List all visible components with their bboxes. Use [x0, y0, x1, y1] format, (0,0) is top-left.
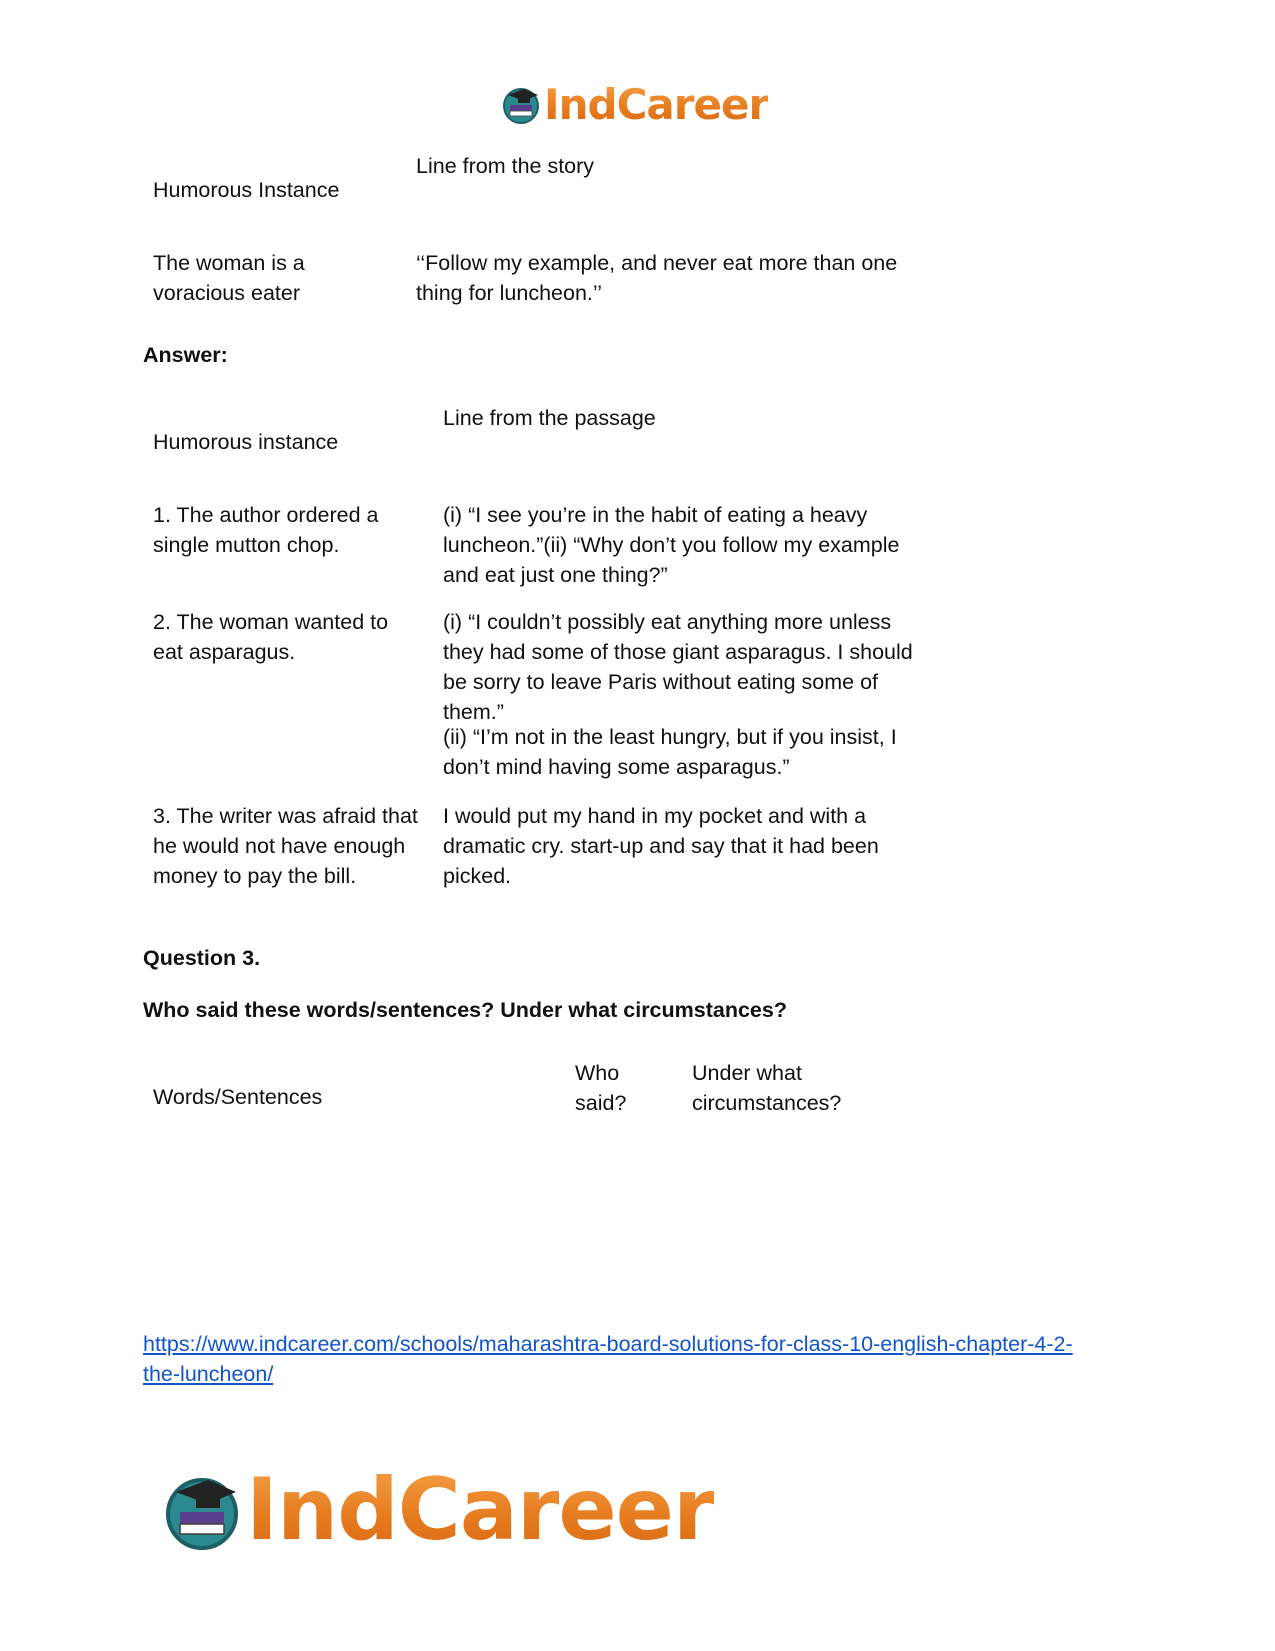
table3-header-words: Words/Sentences [153, 1085, 323, 1109]
header-logo [500, 80, 768, 128]
question-text: Who said these words/sentences? Under what circumstances? [143, 998, 787, 1022]
table2-header-line: Line from the passage [443, 406, 656, 430]
table2-row1-line: (i) “I see you’re in the habit of eating a heavy luncheon.”(ii) “Why don’t you follow my example and eat just one thing?” [443, 503, 900, 587]
table2-row3-line: I would put my hand in my pocket and with a dramatic cry. start-up and say that it had been picked. [443, 804, 879, 888]
source-link[interactable]: https://www.indcareer.com/schools/maharashtra-board-solutions-for-class-10-english-chapter-4-2-the-luncheon/ [143, 1332, 1073, 1386]
table2-row2-line-i: (i) “I couldn’t possibly eat anything more unless they had some of those giant asparagus. I should be sorry to leave Paris without eating some of them.” [443, 610, 913, 724]
table2-row1-instance: 1. The author ordered a single mutton chop. [153, 503, 379, 557]
brand-wordmark: IndCareer [544, 79, 769, 129]
answer-label: Answer: [143, 343, 228, 367]
table2-row2-line-ii: (ii) “I’m not in the least hungry, but if you insist, I don’t mind having some asparagus.” [443, 725, 897, 779]
table2-row3-instance: 3. The writer was afraid that he would not have enough money to pay the bill. [153, 804, 418, 888]
table1-header-instance: Humorous Instance [153, 178, 340, 202]
table2-row2-instance: 2. The woman wanted to eat asparagus. [153, 610, 389, 664]
question-number: Question 3. [143, 946, 261, 970]
table2-header-instance: Humorous instance [153, 430, 339, 454]
brand-wordmark: IndCareer [246, 1460, 715, 1560]
footer-logo [160, 1460, 714, 1560]
globe-graduation-icon [160, 1468, 244, 1552]
table3-header-who: Who said? [575, 1061, 627, 1115]
table1-row-line: ‘‘Follow my example, and never eat more than one thing for luncheon.’’ [416, 251, 898, 305]
globe-graduation-icon [500, 83, 542, 125]
table1-header-line: Line from the story [416, 154, 595, 178]
table3-header-circumstances: Under what circumstances? [692, 1061, 842, 1115]
table1-row-instance: The woman is a voracious eater [153, 251, 305, 305]
